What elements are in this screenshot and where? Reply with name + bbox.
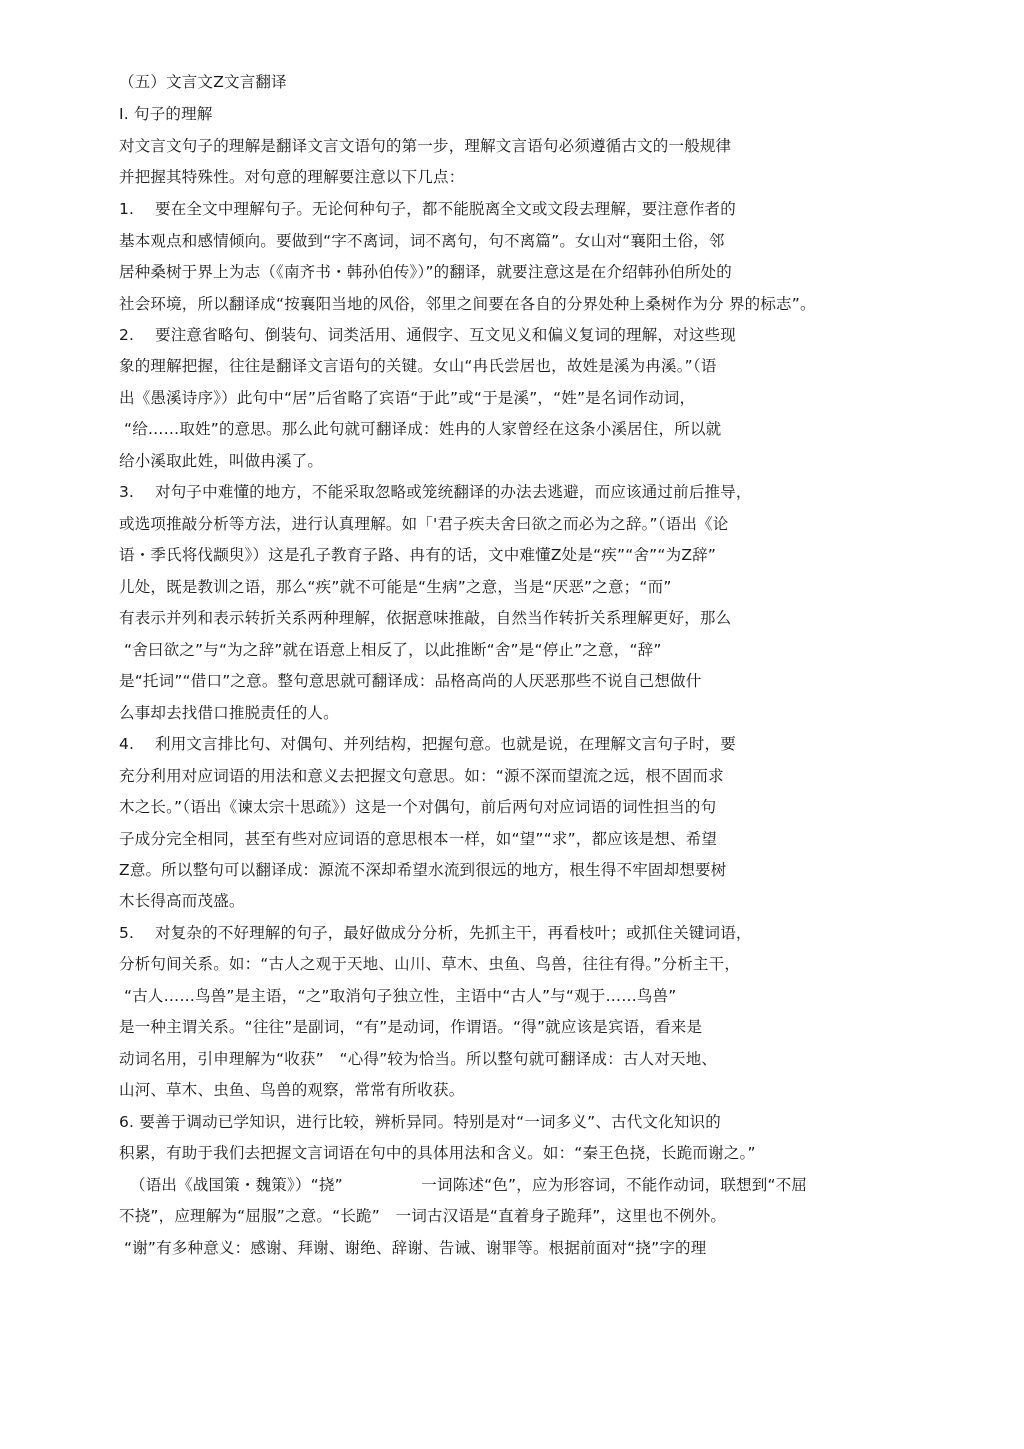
- paragraph-line: 子成分完全相同，甚至有些对应词语的意思根本一样，如“望”“求”，都应该是想、希望: [119, 830, 718, 848]
- paragraph-line: “舍曰欲之”与“为之辞”就在语意上相反了，以此推断“舍”是“停止”之意，“辞”: [124, 641, 662, 659]
- paragraph-line: 并把握其特殊性。对句意的理解要注意以下几点：: [119, 168, 465, 186]
- paragraph-line: 出《愚溪诗序》）此句中“居”后省略了宾语“于此”或“于是溪”，“姓”是名词作动词，: [119, 389, 696, 407]
- paragraph-line: 对文言文句子的理解是翻译文言文语句的第一步，理解文言语句必须遵循古文的一般规律: [119, 137, 732, 155]
- section-heading: （五）文言文Z文言翻译: [119, 73, 287, 91]
- paragraph-line: “谢”有多种意义：感谢、拜谢、谢绝、辞谢、告诫、谢罪等。根据前面对“挠”字的理: [124, 1239, 707, 1257]
- paragraph-line: 或选项推敲分析等方法，进行认真理解。如「'君子疾夫舍曰欲之而必为之辞。”（语出《论: [119, 515, 729, 533]
- paragraph-line: 社会环境，所以翻译成“按襄阳当地的风俗，邻里之间要在各自的分界处种上桑树作为分 界的标志”。: [119, 295, 816, 313]
- paragraph-line: 是一种主谓关系。“往往”是副词，“有”是动词，作谓语。“得”就应该是宾语，看来是: [119, 1018, 703, 1036]
- paragraph-line: “给……取姓”的意思。那么此句就可翻译成：姓冉的人家曾经在这条小溪居住，所以就: [124, 420, 722, 438]
- list-item-5: 5. 对复杂的不好理解的句子，最好做成分分析，先抓主干，再看枝叶；或抓住关键词语，: [119, 924, 752, 942]
- paragraph-line: 有表示并列和表示转折关系两种理解，依据意味推敲，自然当作转折关系理解更好，那么: [119, 609, 732, 627]
- paragraph-line: “古人……鸟兽”是主语，“之”取消句子独立性，主语中“古人”与“观于……鸟兽”: [124, 987, 677, 1005]
- list-item-4: 4. 利用文言排比句、对偶句、并列结构，把握句意。也就是说，在理解文言句子时，要: [119, 735, 736, 753]
- paragraph-line: 动词名用，引申理解为“收获” “心得”较为恰当。所以整句就可翻译成：古人对天地、: [119, 1050, 718, 1068]
- paragraph-line: 语・季氏将伐颛臾》）这是孔子教育子路、冉有的话，文中难懂Z处是“疾”“舍”“为Z辞”: [119, 546, 717, 564]
- paragraph-line: 不挠”，应理解为“屈服”之意。“长跪” 一词古汉语是“直着身子跪拜”，这里也不例外。: [119, 1207, 727, 1225]
- list-item-6: 6. 要善于调动已学知识，进行比较，辨析异同。特别是对“一词多义”、古代文化知识的: [119, 1113, 721, 1131]
- paragraph-line: 木长得高而茂盛。: [119, 892, 245, 910]
- subsection-heading: I. 句子的理解: [119, 105, 213, 123]
- paragraph-line: Z意。所以整句可以翻译成：源流不深却希望水流到很远的地方，根生得不牢固却想要树: [119, 861, 727, 879]
- paragraph-line: 么事却去找借口推脱责任的人。: [119, 704, 339, 722]
- paragraph-line: 积累，有助于我们去把握文言词语在句中的具体用法和含义。如：“秦王色挠，长跪而谢之。”: [119, 1144, 756, 1162]
- paragraph-line: 充分利用对应词语的用法和意义去把握文句意思。如：“源不深而望流之远，根不固而求: [119, 767, 724, 785]
- list-item-1: 1. 要在全文中理解句子。无论何种句子，都不能脱离全文或文段去理解，要注意作者的: [119, 200, 736, 218]
- list-item-3: 3. 对句子中难懂的地方，不能采取忽略或笼统翻译的办法去逃避，而应该通过前后推导，: [119, 483, 752, 501]
- paragraph-line: 山河、草木、虫鱼、鸟兽的观察，常常有所收获。: [119, 1081, 465, 1099]
- paragraph-line: 是“托词”“借口”之意。整句意思就可翻译成：品格高尚的人厌恶那些不说自己想做什: [119, 672, 702, 690]
- paragraph-line: （语出《战国策・魏策》）“挠” 一词陈述“色”，应为形容词，不能作动词，联想到“不屈: [130, 1176, 808, 1194]
- paragraph-line: 木之长。”（语出《谏太宗十思疏》）这是一个对偶句，前后两句对应词语的词性担当的句: [119, 798, 717, 816]
- paragraph-line: 儿处，既是教训之语，那么“疾”就不可能是“生病”之意，当是“厌恶”之意；“而”: [119, 578, 672, 596]
- paragraph-line: 居种桑树于界上为志（《南齐书・韩孙伯传》）”的翻译，就要注意这是在介绍韩孙伯所处的: [119, 263, 732, 281]
- paragraph-line: 基本观点和感情倾向。要做到“字不离词，词不离句，句不离篇”。女山对“襄阳土俗，邻: [119, 232, 725, 250]
- list-item-2: 2. 要注意省略句、倒装句、词类活用、通假字、互文见义和偏义复词的理解，对这些现: [119, 326, 736, 344]
- paragraph-line: 象的理解把握，往往是翻译文言语句的关键。女山“冉氏尝居也，故姓是溪为冉溪。”（语: [119, 357, 717, 375]
- paragraph-line: 给小溪取此姓，叫做冉溪了。: [119, 452, 324, 470]
- paragraph-line: 分析句间关系。如：“古人之观于天地、山川、草木、虫鱼、鸟兽，往往有得。”分析主干，: [119, 955, 741, 973]
